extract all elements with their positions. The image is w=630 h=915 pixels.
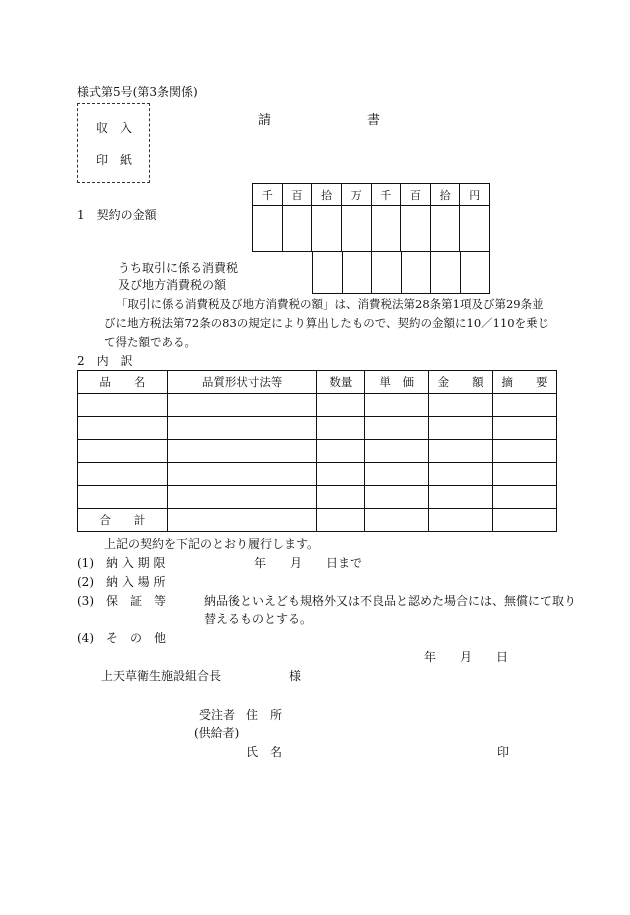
seal-mark: 印 — [497, 745, 510, 759]
tax-digit-cell[interactable] — [431, 252, 461, 294]
stamp-label-line2: 印 紙 — [96, 153, 133, 167]
cell[interactable] — [493, 417, 557, 440]
cell[interactable] — [167, 440, 317, 463]
total-row — [78, 509, 557, 532]
tax-digit-cell[interactable] — [372, 252, 402, 294]
amount-digit-cell[interactable] — [401, 206, 431, 252]
digit-header: 百 — [282, 184, 312, 206]
cell[interactable] — [78, 394, 168, 417]
cell[interactable] — [429, 463, 493, 486]
contract-amount-table — [252, 183, 490, 252]
cell[interactable] — [493, 394, 557, 417]
amount-digit-cell[interactable] — [253, 206, 283, 252]
total-label: 合 計 — [78, 509, 168, 532]
amount-digit-cell[interactable] — [312, 206, 342, 252]
addressee: 上天草衛生施設組合長 — [101, 669, 222, 683]
cell[interactable] — [78, 486, 168, 509]
tax-note-line1: 「取引に係る消費税及び地方消費税の額」は、消費税法第28条第1項及び第29条並 — [116, 297, 544, 311]
cell[interactable] — [365, 486, 429, 509]
supplier-label: (供給者) — [194, 726, 240, 740]
form-number: 様式第5号(第3条関係) — [77, 85, 198, 99]
amount-digit-cell[interactable] — [341, 206, 371, 252]
cell[interactable] — [429, 440, 493, 463]
stamp-label-line1: 収 入 — [96, 121, 133, 135]
digit-header: 円 — [460, 184, 490, 206]
digit-header: 千 — [253, 184, 283, 206]
cell[interactable] — [365, 394, 429, 417]
delivery-place-label: (2) 納 入 場 所 — [77, 575, 166, 589]
tax-label-line2: 及び地方消費税の額 — [118, 278, 227, 292]
table-row — [78, 486, 557, 509]
column-header-amount: 金 額 — [429, 371, 493, 394]
contractor-label: 受注者 — [199, 708, 236, 722]
table-row — [78, 394, 557, 417]
digit-header: 百 — [401, 184, 431, 206]
amount-digit-cell[interactable] — [460, 206, 490, 252]
digit-header: 拾 — [430, 184, 460, 206]
amount-digit-cell[interactable] — [430, 206, 460, 252]
cell[interactable] — [493, 440, 557, 463]
cell[interactable] — [78, 417, 168, 440]
addressee-honorific: 様 — [289, 669, 302, 683]
table-row — [78, 463, 557, 486]
cell[interactable] — [365, 509, 429, 532]
cell[interactable] — [429, 417, 493, 440]
digit-header: 千 — [371, 184, 401, 206]
cell[interactable] — [167, 486, 317, 509]
delivery-deadline-date: 年 月 日まで — [254, 556, 363, 570]
cell[interactable] — [167, 509, 317, 532]
cell[interactable] — [493, 463, 557, 486]
cell[interactable] — [493, 486, 557, 509]
fulfillment-statement: 上記の契約を下記のとおり履行します。 — [104, 537, 320, 551]
document-title-left: 請 — [258, 113, 272, 128]
warranty-label: (3) 保 証 等 — [77, 594, 166, 608]
amount-digit-cell[interactable] — [371, 206, 401, 252]
cell[interactable] — [317, 417, 365, 440]
cell[interactable] — [365, 440, 429, 463]
tax-digit-cell[interactable] — [342, 252, 372, 294]
tax-digit-cell[interactable] — [313, 252, 343, 294]
contract-amount-label: 1 契約の金額 — [77, 208, 157, 222]
digit-header: 万 — [341, 184, 371, 206]
column-header-quantity: 数量 — [317, 371, 365, 394]
cell[interactable] — [429, 394, 493, 417]
tax-digit-cell[interactable] — [401, 252, 431, 294]
table-row — [78, 440, 557, 463]
address-label: 住 所 — [246, 708, 283, 722]
cell[interactable] — [365, 417, 429, 440]
digit-header: 拾 — [312, 184, 342, 206]
cell[interactable] — [78, 440, 168, 463]
tax-note-line3: て得た額である。 — [104, 335, 196, 349]
cell[interactable] — [167, 417, 317, 440]
cell[interactable] — [317, 486, 365, 509]
breakdown-table — [77, 370, 557, 532]
tax-label-line1: うち取引に係る消費税 — [118, 261, 239, 275]
warranty-text-line2: 替えるものとする。 — [204, 612, 313, 626]
cell[interactable] — [317, 509, 365, 532]
other-label: (4) そ の 他 — [77, 631, 166, 645]
cell[interactable] — [167, 394, 317, 417]
column-header-remarks: 摘 要 — [493, 371, 557, 394]
column-header-unit-price: 単 価 — [365, 371, 429, 394]
cell[interactable] — [429, 509, 493, 532]
tax-amount-table — [312, 251, 490, 294]
column-header-item-name: 品 名 — [78, 371, 168, 394]
amount-digit-cell[interactable] — [282, 206, 312, 252]
document-title-right: 書 — [367, 113, 381, 128]
cell[interactable] — [429, 486, 493, 509]
cell[interactable] — [167, 463, 317, 486]
warranty-text-line1: 納品後といえども規格外又は不良品と認めた場合には、無償にて取り — [204, 594, 577, 608]
cell[interactable] — [317, 463, 365, 486]
breakdown-label: 2 内 訳 — [77, 354, 133, 368]
signature-date: 年 月 日 — [424, 650, 509, 664]
delivery-deadline-label: (1) 納 入 期 限 — [77, 556, 166, 570]
cell[interactable] — [365, 463, 429, 486]
name-label: 氏 名 — [246, 745, 283, 759]
table-row — [78, 417, 557, 440]
revenue-stamp-box — [77, 103, 150, 183]
cell[interactable] — [493, 509, 557, 532]
column-header-specification: 品質形状寸法等 — [167, 371, 317, 394]
tax-note-line2: びに地方税法第72条の83の規定により算出したもので、契約の金額に10／110を乗じ — [104, 316, 550, 330]
cell[interactable] — [78, 463, 168, 486]
tax-digit-cell[interactable] — [460, 252, 490, 294]
cell[interactable] — [317, 440, 365, 463]
cell[interactable] — [317, 394, 365, 417]
